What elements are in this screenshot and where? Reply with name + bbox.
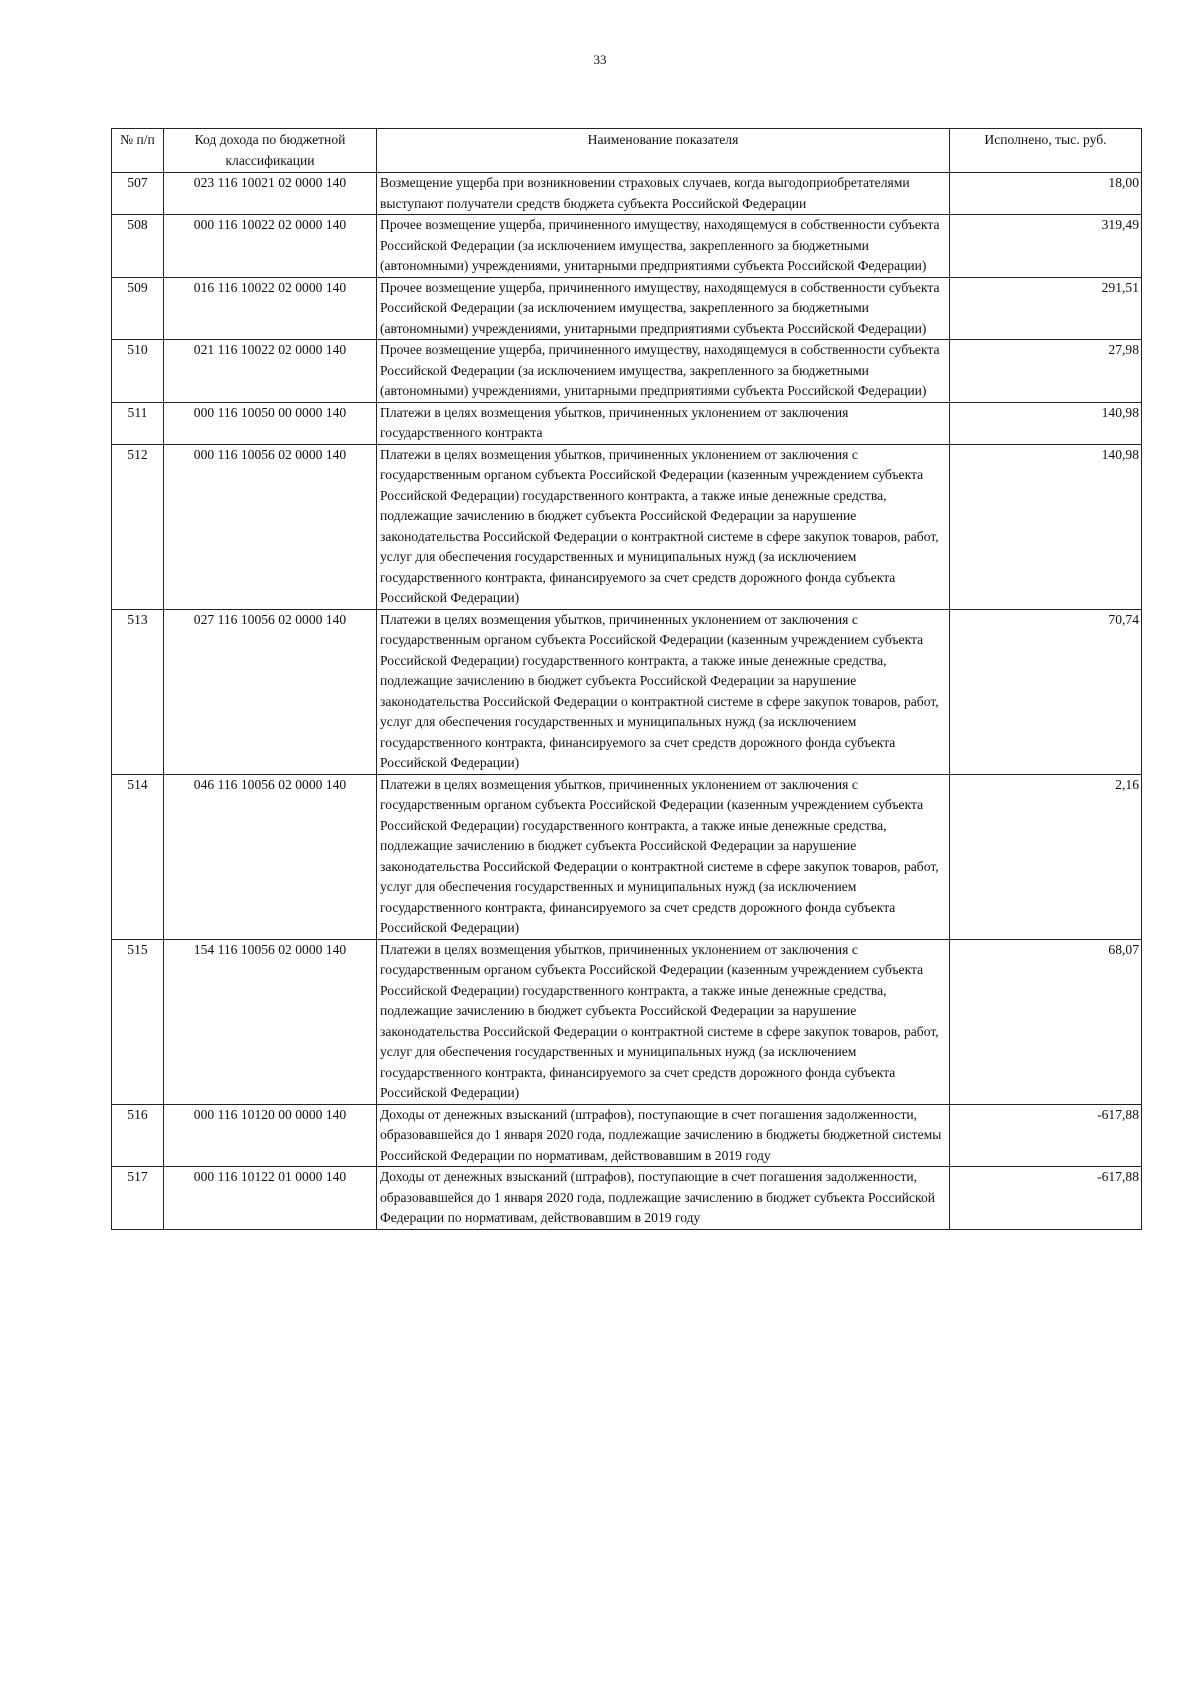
cell-name: Доходы от денежных взысканий (штрафов), поступающие в счет погашения задолженности, образовавшейся до 1 января 2020 года, подлежащие зачислению в бюджеты бюджетной системы Российской Федерации по нормативам, действовавшим в 2019 году [377,1104,950,1167]
table-row [112,1104,1142,1167]
table-row [112,609,1142,774]
revenue-table [111,128,1142,1230]
table-body [112,173,1142,1230]
cell-num: 512 [112,444,164,609]
cell-name: Платежи в целях возмещения убытков, причиненных уклонением от заключения с государственным органом субъекта Российской Федерации (казенным учреждением субъекта Российской Федерации) государственного контракта, а также иные денежные средства, подлежащие зачислению в бюджет субъекта Российской Федерации за нарушение законодательства Российской Федерации о контрактной системе в сфере закупок товаров, работ, услуг для обеспечения государственных и муниципальных нужд (за исключением государственного контракта, финансируемого за счет средств дорожного фонда субъекта Российской Федерации) [377,609,950,774]
table-row [112,444,1142,609]
header-code: Код дохода по бюджетной классификации [164,129,377,173]
table-row [112,277,1142,340]
header-num: № п/п [112,129,164,173]
cell-code: 021 116 10022 02 0000 140 [164,340,377,403]
cell-code: 000 116 10056 02 0000 140 [164,444,377,609]
cell-code: 023 116 10021 02 0000 140 [164,173,377,215]
cell-value: 18,00 [950,173,1142,215]
cell-name: Прочее возмещение ущерба, причиненного имуществу, находящемуся в собственности субъекта Российской Федерации (за исключением имущества, закрепленного за бюджетными (автономными) учреждениями, унитарными предприятиями субъекта Российской Федерации) [377,215,950,278]
header-value: Исполнено, тыс. руб. [950,129,1142,173]
cell-name: Возмещение ущерба при возникновении страховых случаев, когда выгодоприобретателями выступают получатели средств бюджета субъекта Российской Федерации [377,173,950,215]
cell-value: 27,98 [950,340,1142,403]
cell-num: 507 [112,173,164,215]
cell-name: Доходы от денежных взысканий (штрафов), поступающие в счет погашения задолженности, образовавшейся до 1 января 2020 года, подлежащие зачислению в бюджет субъекта Российской Федерации по нормативам, действовавшим в 2019 году [377,1167,950,1230]
cell-value: 70,74 [950,609,1142,774]
revenue-table-container [111,128,1141,1230]
header-name: Наименование показателя [377,129,950,173]
cell-code: 000 116 10120 00 0000 140 [164,1104,377,1167]
cell-name: Платежи в целях возмещения убытков, причиненных уклонением от заключения государственного контракта [377,402,950,444]
cell-value: 2,16 [950,774,1142,939]
cell-num: 513 [112,609,164,774]
cell-num: 509 [112,277,164,340]
cell-num: 510 [112,340,164,403]
table-row [112,402,1142,444]
cell-code: 000 116 10022 02 0000 140 [164,215,377,278]
cell-num: 508 [112,215,164,278]
cell-name: Прочее возмещение ущерба, причиненного имуществу, находящемуся в собственности субъекта Российской Федерации (за исключением имущества, закрепленного за бюджетными (автономными) учреждениями, унитарными предприятиями субъекта Российской Федерации) [377,277,950,340]
table-row [112,215,1142,278]
cell-value: 140,98 [950,402,1142,444]
cell-code: 000 116 10122 01 0000 140 [164,1167,377,1230]
table-row [112,173,1142,215]
cell-num: 514 [112,774,164,939]
cell-num: 511 [112,402,164,444]
cell-code: 154 116 10056 02 0000 140 [164,939,377,1104]
cell-value: -617,88 [950,1167,1142,1230]
cell-num: 517 [112,1167,164,1230]
table-row [112,774,1142,939]
cell-value: -617,88 [950,1104,1142,1167]
cell-value: 68,07 [950,939,1142,1104]
cell-name: Платежи в целях возмещения убытков, причиненных уклонением от заключения с государственным органом субъекта Российской Федерации (казенным учреждением субъекта Российской Федерации) государственного контракта, а также иные денежные средства, подлежащие зачислению в бюджет субъекта Российской Федерации за нарушение законодательства Российской Федерации о контрактной системе в сфере закупок товаров, работ, услуг для обеспечения государственных и муниципальных нужд (за исключением государственного контракта, финансируемого за счет средств дорожного фонда субъекта Российской Федерации) [377,774,950,939]
cell-code: 027 116 10056 02 0000 140 [164,609,377,774]
table-row [112,1167,1142,1230]
page-number: 33 [593,52,607,67]
table-header-row [112,129,1142,173]
cell-value: 319,49 [950,215,1142,278]
cell-name: Прочее возмещение ущерба, причиненного имуществу, находящемуся в собственности субъекта Российской Федерации (за исключением имущества, закрепленного за бюджетными (автономными) учреждениями, унитарными предприятиями субъекта Российской Федерации) [377,340,950,403]
cell-value: 140,98 [950,444,1142,609]
cell-code: 000 116 10050 00 0000 140 [164,402,377,444]
table-row [112,340,1142,403]
cell-code: 016 116 10022 02 0000 140 [164,277,377,340]
cell-name: Платежи в целях возмещения убытков, причиненных уклонением от заключения с государственным органом субъекта Российской Федерации (казенным учреждением субъекта Российской Федерации) государственного контракта, а также иные денежные средства, подлежащие зачислению в бюджет субъекта Российской Федерации за нарушение законодательства Российской Федерации о контрактной системе в сфере закупок товаров, работ, услуг для обеспечения государственных и муниципальных нужд (за исключением государственного контракта, финансируемого за счет средств дорожного фонда субъекта Российской Федерации) [377,444,950,609]
cell-value: 291,51 [950,277,1142,340]
cell-num: 516 [112,1104,164,1167]
cell-name: Платежи в целях возмещения убытков, причиненных уклонением от заключения с государственным органом субъекта Российской Федерации (казенным учреждением субъекта Российской Федерации) государственного контракта, а также иные денежные средства, подлежащие зачислению в бюджет субъекта Российской Федерации за нарушение законодательства Российской Федерации о контрактной системе в сфере закупок товаров, работ, услуг для обеспечения государственных и муниципальных нужд (за исключением государственного контракта, финансируемого за счет средств дорожного фонда субъекта Российской Федерации) [377,939,950,1104]
cell-num: 515 [112,939,164,1104]
cell-code: 046 116 10056 02 0000 140 [164,774,377,939]
table-row [112,939,1142,1104]
